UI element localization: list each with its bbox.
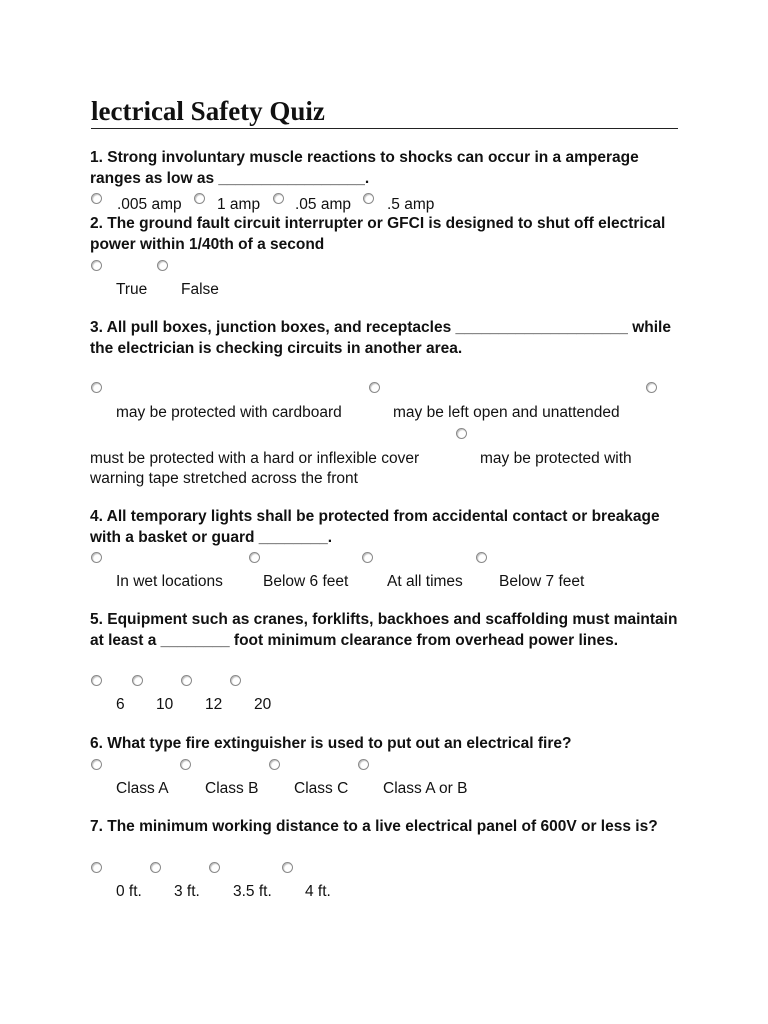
q7-option-3-label: 3.5 ft. — [233, 883, 272, 900]
q1-option-4-radio[interactable] — [363, 193, 374, 204]
q6-option-2-radio[interactable] — [180, 759, 191, 770]
q5-option-1-label: 6 — [116, 696, 125, 713]
q5-option-3-label: 12 — [205, 696, 223, 713]
question-2-text: 2. The ground fault circuit interrupter or GFCI is designed to shut off electrical power within 1/40th of a second — [90, 215, 666, 253]
q6-option-1-radio[interactable] — [91, 759, 102, 770]
q4-option-3-label: At all times — [387, 573, 463, 590]
q3-option-1-label: may be protected with cardboard — [116, 404, 342, 421]
q4-option-2-label: Below 6 feet — [263, 573, 349, 590]
q7-option-2-radio[interactable] — [150, 862, 161, 873]
q7-option-3-radio[interactable] — [209, 862, 220, 873]
q1-option-1-label: .005 amp — [117, 196, 182, 213]
q4-option-1-radio[interactable] — [91, 552, 102, 563]
q5-option-4-radio[interactable] — [230, 675, 241, 686]
q5-option-2-radio[interactable] — [132, 675, 143, 686]
q6-option-3-label: Class C — [294, 780, 349, 797]
q5-option-3-radio[interactable] — [181, 675, 192, 686]
question-7-text: 7. The minimum working distance to a live electrical panel of 600V or less is? — [90, 818, 658, 835]
q7-option-4-label: 4 ft. — [305, 883, 331, 900]
q3-option-2-radio[interactable] — [369, 382, 380, 393]
q4-option-4-label: Below 7 feet — [499, 573, 585, 590]
q3-option-1-radio[interactable] — [91, 382, 102, 393]
q3-option-2-label: may be left open and unattended — [393, 404, 620, 421]
q4-option-3-radio[interactable] — [362, 552, 373, 563]
q3-option-4-label: may be protected with warning tape stretched across the front — [90, 450, 632, 487]
question-6-text: 6. What type fire extinguisher is used to put out an electrical fire? — [90, 735, 572, 752]
q7-option-2-label: 3 ft. — [174, 883, 200, 900]
q4-option-1-label: In wet locations — [116, 573, 223, 590]
q3-option-3-label: must be protected with a hard or inflexible cover — [90, 450, 420, 467]
q5-option-1-radio[interactable] — [91, 675, 102, 686]
question-1-text: 1. Strong involuntary muscle reactions to shocks can occur in a amperage ranges as low as _________________. — [90, 149, 639, 187]
q6-option-4-label: Class A or B — [383, 780, 468, 797]
question-3-text: 3. All pull boxes, junction boxes, and receptacles ____________________ while the electrician is checking circuits in another area. — [90, 319, 671, 357]
q1-option-4-label: .5 amp — [387, 196, 435, 213]
q3-option-3-radio[interactable] — [646, 382, 657, 393]
q3-option-4-radio[interactable] — [456, 428, 467, 439]
q7-option-1-label: 0 ft. — [116, 883, 142, 900]
q7-option-1-radio[interactable] — [91, 862, 102, 873]
q1-option-1-radio[interactable] — [91, 193, 102, 204]
q6-option-1-label: Class A — [116, 780, 169, 797]
q6-option-2-label: Class B — [205, 780, 259, 797]
q4-option-2-radio[interactable] — [249, 552, 260, 563]
q2-option-1-label: True — [116, 281, 148, 298]
q5-option-2-label: 10 — [156, 696, 174, 713]
q4-option-4-radio[interactable] — [476, 552, 487, 563]
q2-option-2-label: False — [181, 281, 219, 298]
q1-option-2-radio[interactable] — [194, 193, 205, 204]
q7-option-4-radio[interactable] — [282, 862, 293, 873]
quiz-title: lectrical Safety Quiz — [91, 94, 678, 129]
q1-option-3-label: .05 amp — [295, 196, 352, 213]
question-4-text: 4. All temporary lights shall be protected from accidental contact or breakage with a basket or guard ________. — [90, 508, 660, 546]
q2-option-2-radio[interactable] — [157, 260, 168, 271]
q2-option-1-radio[interactable] — [91, 260, 102, 271]
q1-option-3-radio[interactable] — [273, 193, 284, 204]
q5-option-4-label: 20 — [254, 696, 272, 713]
q6-option-3-radio[interactable] — [269, 759, 280, 770]
q6-option-4-radio[interactable] — [358, 759, 369, 770]
q1-option-2-label: 1 amp — [217, 196, 261, 213]
question-5-text: 5. Equipment such as cranes, forklifts, backhoes and scaffolding must maintain at least a ________ foot minimum clearance from overhead power lines. — [90, 611, 678, 649]
